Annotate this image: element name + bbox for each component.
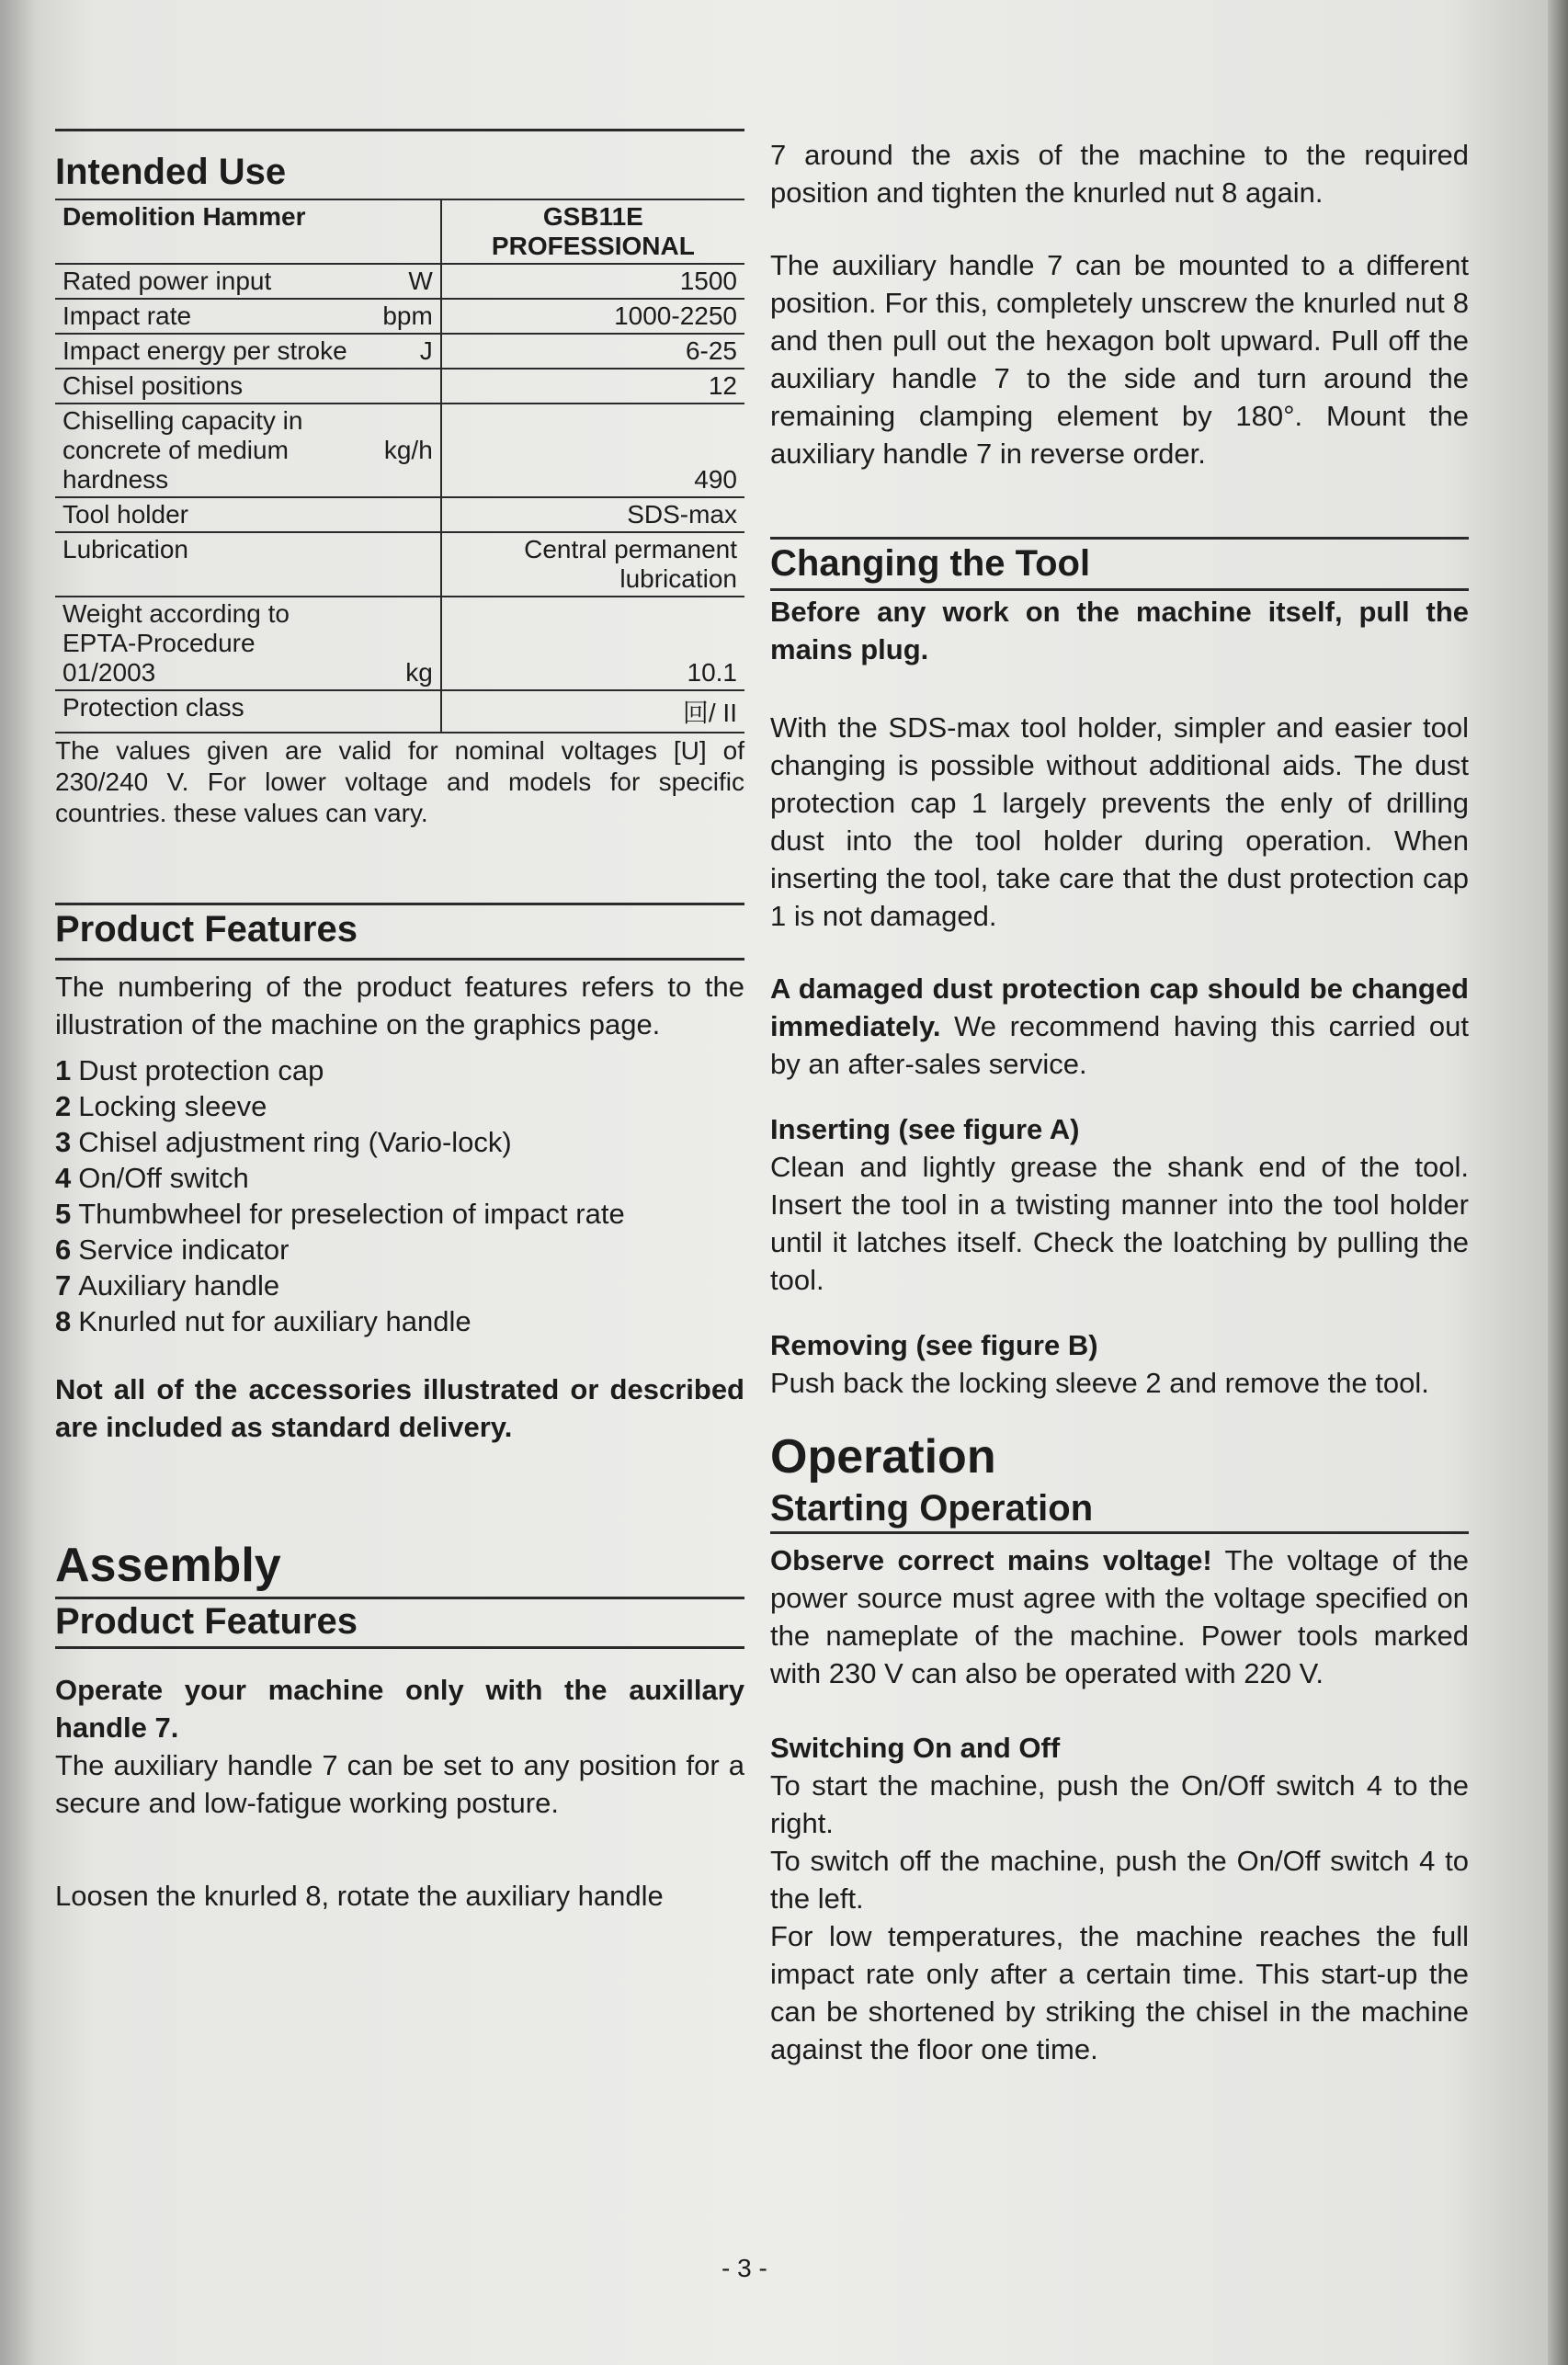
spec-unit xyxy=(358,690,441,733)
feature-number: 5 xyxy=(55,1198,72,1230)
list-item xyxy=(55,1303,744,1339)
feature-number: 2 xyxy=(55,1090,72,1122)
spec-row xyxy=(55,532,744,597)
spec-label: Lubrication xyxy=(55,532,358,597)
damaged-cap-paragraph xyxy=(770,970,1469,1083)
switching-title: Switching On and Off xyxy=(770,1732,1061,1764)
spec-unit: kg/h xyxy=(358,404,441,497)
changing-warning: Before any work on the machine itself, pull the mains plug. xyxy=(770,596,1469,665)
spec-label: Chiselling capacity in concrete of medium hardness xyxy=(55,404,358,497)
intended-use-title: Intended Use xyxy=(55,152,287,192)
spec-label: Chisel positions xyxy=(55,369,358,404)
right-column xyxy=(770,136,1469,2068)
spec-head-right xyxy=(441,199,744,264)
feature-text: Locking sleeve xyxy=(78,1090,267,1122)
section-rule xyxy=(55,903,744,905)
page-number: - 3 - xyxy=(722,2254,767,2282)
spec-unit: W xyxy=(358,264,441,299)
damaged-cap-rest: We recommend having this carried out by an after-sales service. xyxy=(770,1010,1469,1080)
spec-row xyxy=(55,404,744,497)
spec-row xyxy=(55,369,744,404)
spec-value: Central permanent lubrication xyxy=(441,532,744,597)
section-rule xyxy=(770,1531,1469,1534)
spec-value: 12 xyxy=(441,369,744,404)
spec-row xyxy=(55,690,744,733)
feature-text: Thumbwheel for preselection of impact rate xyxy=(78,1198,625,1230)
spec-label: Impact energy per stroke xyxy=(55,334,358,369)
feature-text: Knurled nut for auxiliary handle xyxy=(78,1305,472,1337)
spec-row xyxy=(55,264,744,299)
list-item xyxy=(55,1088,744,1124)
spec-unit: J xyxy=(358,334,441,369)
feature-number: 7 xyxy=(55,1269,72,1302)
spec-value: 1000-2250 xyxy=(441,299,744,334)
spec-unit: bpm xyxy=(358,299,441,334)
spec-value: 490 xyxy=(441,404,744,497)
list-item xyxy=(55,1232,744,1268)
low-temp-paragraph: For low temperatures, the machine reaches the full impact rate only after a certain time. This start-up the can be shortened by striking the chisel in the machine against the floor one time. xyxy=(770,1920,1469,2065)
spec-unit: kg xyxy=(358,597,441,690)
feature-number: 4 xyxy=(55,1162,72,1194)
spec-label: Rated power input xyxy=(55,264,358,299)
feature-list xyxy=(55,1052,744,1339)
changing-paragraph: With the SDS-max tool holder, simpler and easier tool changing is possible without additional aids. The dust protection cap 1 largely prevents the enly of drilling dust into the tool holder during operation. When inserting the tool, take care that the dust protection cap 1 is not damaged. xyxy=(770,711,1469,932)
switch-off-paragraph: To switch off the machine, push the On/Off switch 4 to the left. xyxy=(770,1845,1469,1915)
model-name: GSB11E xyxy=(542,202,643,231)
switch-on-paragraph: To start the machine, push the On/Off switch 4 to the right. xyxy=(770,1769,1469,1839)
spec-row xyxy=(55,597,744,690)
assembly-warning: Operate your machine only with the auxillary handle 7. xyxy=(55,1674,744,1744)
feature-number: 8 xyxy=(55,1305,72,1337)
list-item xyxy=(55,1124,744,1160)
spec-table xyxy=(55,199,744,733)
spec-value: 1500 xyxy=(441,264,744,299)
product-features-title: Product Features xyxy=(55,909,358,949)
operation-title: Operation xyxy=(770,1430,996,1484)
list-item xyxy=(55,1196,744,1232)
list-item xyxy=(55,1052,744,1088)
removing-paragraph: Push back the locking sleeve 2 and remove the tool. xyxy=(770,1367,1429,1399)
assembly-subtitle: Product Features xyxy=(55,1601,358,1642)
inserting-title: Inserting (see figure A) xyxy=(770,1113,1080,1145)
handle-paragraph: The auxiliary handle 7 can be mounted to a different position. For this, completely unscrew the knurled nut 8 and then pull out the hexagon bolt upward. Pull off the auxiliary handle 7 to the side and turn around the remaining clamping element by 180°. Mount the auxiliary handle 7 in reverse order. xyxy=(770,249,1469,470)
assembly-paragraph: Loosen the knurled 8, rotate the auxiliary handle xyxy=(55,1880,664,1912)
product-features-intro: The numbering of the product features refers to the illustration of the machine on the graphics page. xyxy=(55,971,744,1040)
starting-operation-title: Starting Operation xyxy=(770,1488,1094,1529)
spec-head-left: Demolition Hammer xyxy=(55,199,441,264)
voltage-rest: The voltage of the power source must agree with the voltage specified on the nameplate of the machine. Power tools marked with 230 V can also be operated with 220 V. xyxy=(770,1544,1469,1689)
spec-value: SDS-max xyxy=(441,497,744,532)
accessories-note: Not all of the accessories illustrated or described are included as standard delivery. xyxy=(55,1373,744,1443)
damaged-cap-bold: A damaged dust protection cap should be changed immediately. xyxy=(770,972,1469,1042)
section-rule xyxy=(55,1646,744,1649)
voltage-warning: Observe correct mains voltage! xyxy=(770,1544,1212,1576)
feature-text: Chisel adjustment ring (Vario-lock) xyxy=(78,1126,512,1158)
feature-number: 1 xyxy=(55,1054,72,1086)
feature-number: 6 xyxy=(55,1234,72,1266)
spec-value: 6-25 xyxy=(441,334,744,369)
model-line: PROFESSIONAL xyxy=(491,232,695,260)
removing-title: Removing (see figure B) xyxy=(770,1329,1098,1361)
section-rule xyxy=(55,129,744,131)
section-rule xyxy=(770,537,1469,540)
spec-value: 回/ II xyxy=(441,690,744,733)
page-shadow xyxy=(0,0,37,2365)
feature-text: Dust protection cap xyxy=(78,1054,324,1086)
binder-edge xyxy=(1548,0,1568,2365)
feature-text: Service indicator xyxy=(78,1234,290,1266)
feature-text: On/Off switch xyxy=(78,1162,249,1194)
spec-unit xyxy=(358,532,441,597)
section-rule xyxy=(770,588,1469,591)
changing-tool-title: Changing the Tool xyxy=(770,543,1091,584)
spec-label: Impact rate xyxy=(55,299,358,334)
spec-unit xyxy=(358,369,441,404)
feature-number: 3 xyxy=(55,1126,72,1158)
spec-note: The values given are valid for nominal voltages [U] of 230/240 V. For lower voltage and models for specific countries. these values can vary. xyxy=(55,736,744,827)
starting-paragraph xyxy=(770,1541,1469,1692)
list-item xyxy=(55,1160,744,1196)
section-rule xyxy=(55,1597,744,1599)
spec-label: Weight according to EPTA-Procedure 01/2003 xyxy=(55,597,358,690)
spec-unit xyxy=(358,497,441,532)
spec-row xyxy=(55,299,744,334)
assembly-title: Assembly xyxy=(55,1539,281,1592)
left-column xyxy=(55,129,744,1915)
spec-label: Tool holder xyxy=(55,497,358,532)
assembly-paragraph: The auxiliary handle 7 can be set to any position for a secure and low-fatigue working posture. xyxy=(55,1749,744,1819)
continued-paragraph: 7 around the axis of the machine to the required position and tighten the knurled nut 8 again. xyxy=(770,139,1469,209)
feature-text: Auxiliary handle xyxy=(78,1269,280,1302)
spec-value: 10.1 xyxy=(441,597,744,690)
spec-row xyxy=(55,334,744,369)
section-rule xyxy=(55,958,744,961)
list-item xyxy=(55,1268,744,1303)
inserting-paragraph: Clean and lightly grease the shank end of the tool. Insert the tool in a twisting manner into the tool holder until it latches itself. Check the loatching by pulling the tool. xyxy=(770,1151,1469,1296)
spec-row xyxy=(55,497,744,532)
spec-label: Protection class xyxy=(55,690,358,733)
